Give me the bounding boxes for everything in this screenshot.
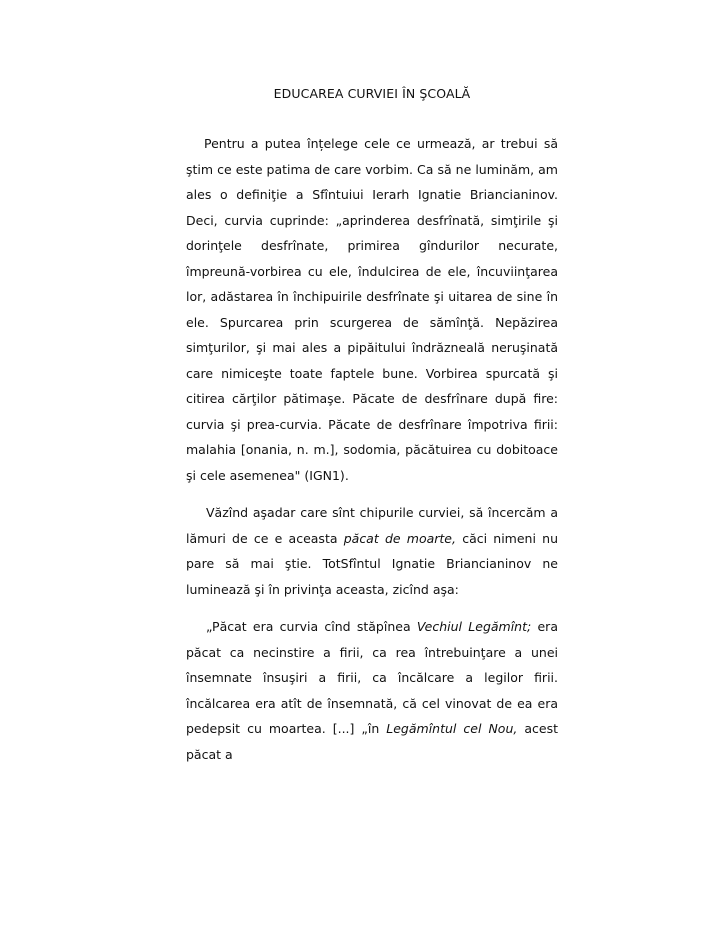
- paragraph-3-italic-phrase-1: Vechiul Legămînt;: [416, 619, 532, 634]
- document-body: [186, 131, 558, 779]
- paragraph-3-italic-phrase-2: Legămîntul cel Nou,: [386, 721, 518, 736]
- document-title: EDUCAREA CURVIEI ÎN ŞCOALĂ: [273, 86, 471, 101]
- paragraph-3-text-part-2: era păcat ca necinstire a firii, ca rea întrebuinţare a unei însemnate însuşiri a firii, ca încălcare a legilor firii. încălcarea era atît de însemnată, că cel vinovat de ea era pedepsit cu moartea. [...] „în: [186, 619, 558, 736]
- paragraph-2: [186, 500, 558, 602]
- paragraph-2-text-part-1: Văzînd aşadar care sînt chipurile curviei, să încercăm a lămuri de ce e aceasta: [186, 505, 558, 546]
- paragraph-2-text-part-2: căci nimeni nu pare să mai ştie. TotSfîntul Ignatie Briancianinov ne luminează şi în privinţa aceasta, zicînd aşa:: [186, 530, 558, 597]
- paragraph-3: [186, 614, 558, 767]
- paragraph-1-text: Pentru a putea înțelege cele ce urmează, ar trebui să ştim ce este patima de care vorbim. Ca să ne luminăm, am ales o definiţie a Sfîntuiui Ierarh Ignatie Briancianinov. Deci, curvia cuprinde: „aprinderea desfrînată, simţirile şi dorinţele desfrînate, primirea gîndurilor necurate, împreună-vorbirea cu ele, îndulcirea de ele, încuviinţarea lor, adăstarea în închipuirile desfrînate şi uitarea de sine în ele. Spurcarea prin scurgerea de sămînţă. Nepăzirea simţurilor, şi mai ales a pipăitului îndrăzneală neruşinată care nimiceşte toate faptele bune. Vorbirea spurcată şi citirea cărţilor pătimaşe. Păcate de desfrînare după fire: curvia şi prea-curvia. Păcate de desfrînare împotriva firii: malahia [onania, n. m.], sodomia, păcătuirea cu dobitoace şi cele asemenea" (IGN1).: [186, 136, 558, 483]
- paragraph-3-text-part-3: acest păcat a: [186, 721, 558, 762]
- paragraph-2-italic-phrase: păcat de moarte,: [343, 530, 456, 546]
- paragraph-1: [186, 131, 558, 488]
- paragraph-3-text-part-1: „Păcat era curvia cînd stăpînea: [206, 619, 417, 634]
